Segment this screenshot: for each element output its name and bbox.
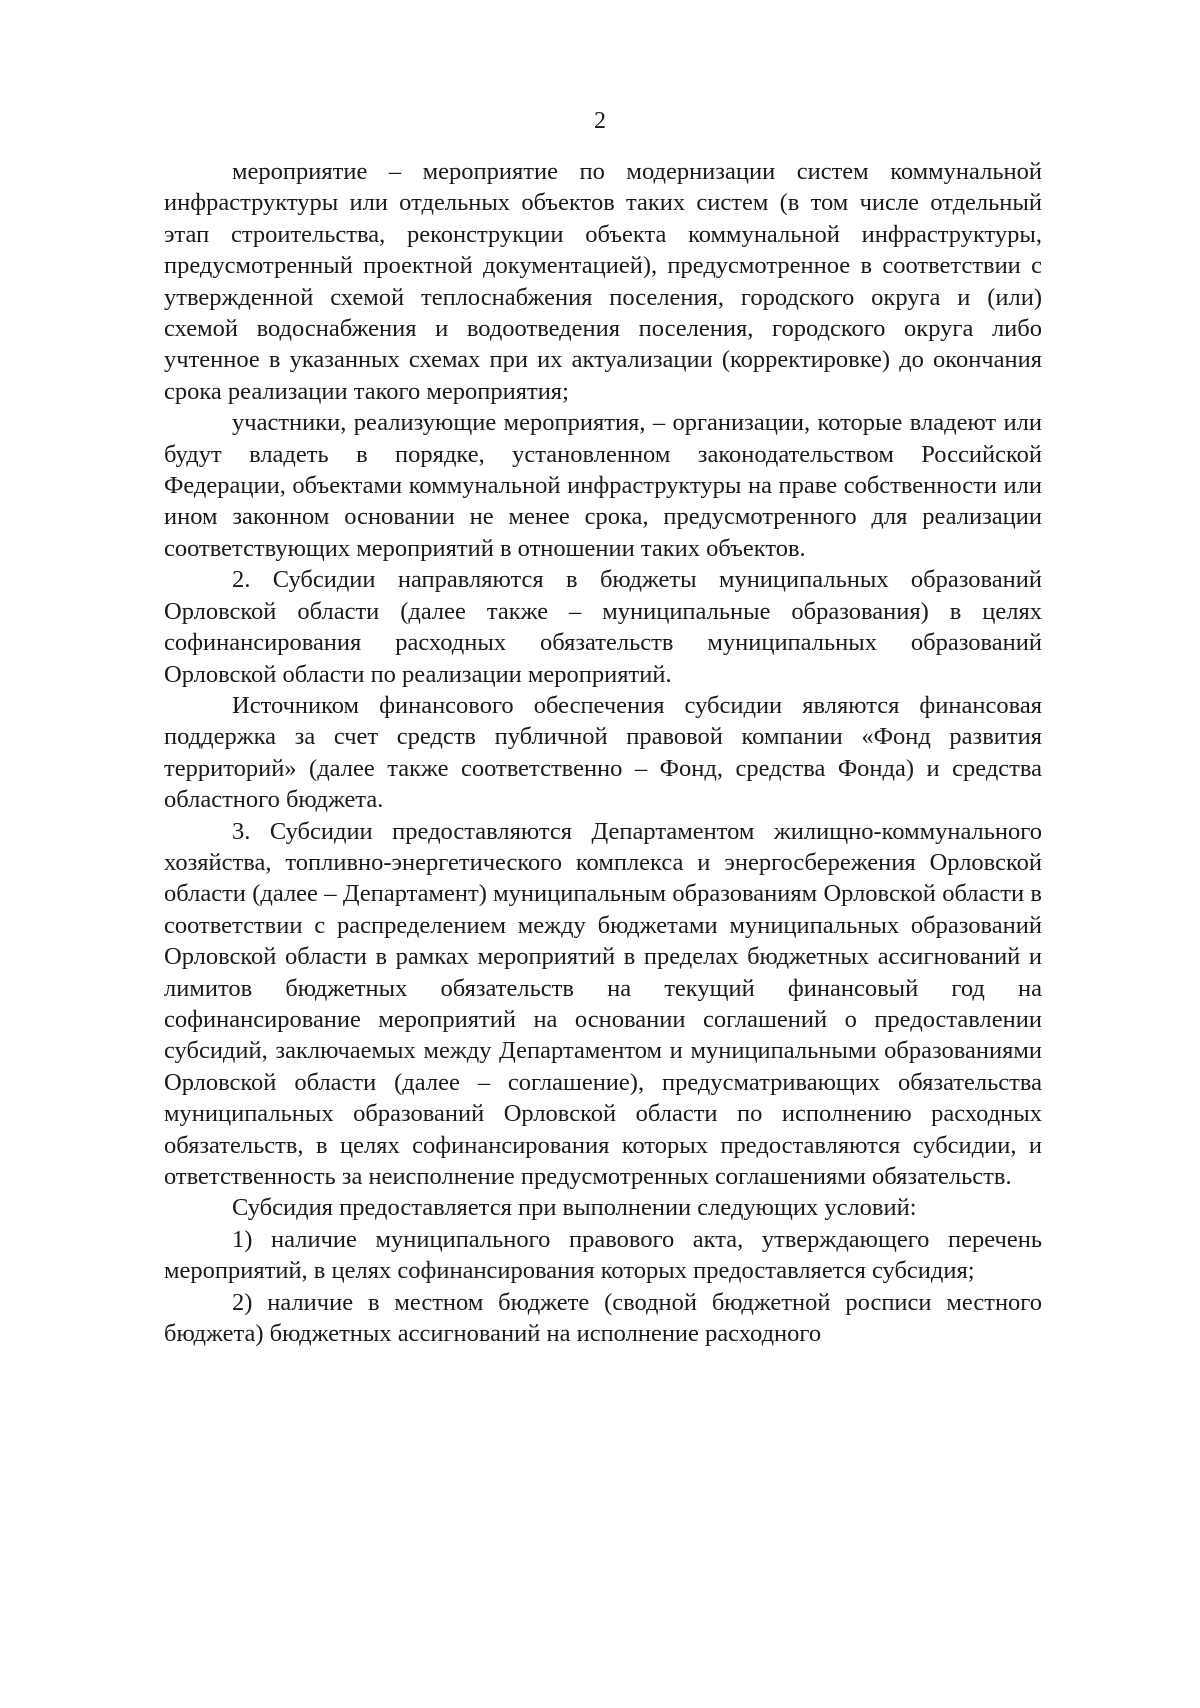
paragraph-condition-2: 2) наличие в местном бюджете (сводной бюджетной росписи местного бюджета) бюджетных ассигнований на исполнение расходного [164,1288,1042,1348]
document-body [164,156,1042,1349]
paragraph-clause-2: 2. Субсидии направляются в бюджеты муниципальных образований Орловской области (далее также – муниципальные образования) в целях софинансирования расходных обязательств муниципальных образований Орловской области по реализации мероприятий. [164,566,1042,688]
page-number: 2 [594,108,606,134]
paragraph-definition-measure: мероприятие – мероприятие по модернизации систем коммунальной инфраструктуры или отдельных объектов таких систем (в том числе отдельный этап строительства, реконструкции объекта коммунальной инфраструктуры, предусмотренный проектной документацией), предусмотренное в соответствии с утвержденной схемой теплоснабжения поселения, городского округа и (или) схемой водоснабжения и водоотведения поселения, городского округа либо учтенное в указанных схемах при их актуализации (корректировке) до окончания срока реализации такого мероприятия; [164,158,1042,405]
paragraph-definition-participants: участники, реализующие мероприятия, – организации, которые владеют или будут владеть в порядке, установленном законодательством Российской Федерации, объектами коммунальной инфраструктуры на праве собственности или ином законном основании не менее срока, предусмотренного для реализации соответствующих мероприятий в отношении таких объектов. [164,409,1042,562]
paragraph-conditions-intro: Субсидия предоставляется при выполнении следующих условий: [232,1194,917,1222]
paragraph-clause-3: 3. Субсидии предоставляются Департаментом жилищно-коммунального хозяйства, топливно-энергетического комплекса и энергосбережения Орловской области (далее – Департамент) муниципальным образованиям Орловской области в соответствии с распределением между бюджетами муниципальных образований Орловской области в рамках мероприятий в пределах бюджетных ассигнований и лимитов бюджетных обязательств на текущий финансовый год на софинансирование мероприятий на основании соглашений о предоставлении субсидий, заключаемых между Департаментом и муниципальными образованиями Орловской области (далее – соглашение), предусматривающих обязательства муниципальных образований Орловской области по исполнению расходных обязательств, в целях софинансирования которых предоставляются субсидии, и ответственность за неисполнение предусмотренных соглашениями обязательств. [164,817,1042,1190]
paragraph-condition-1: 1) наличие муниципального правового акта, утверждающего перечень мероприятий, в целях софинансирования которых предоставляется субсидия; [164,1225,1042,1285]
paragraph-funding-source: Источником финансового обеспечения субсидии являются финансовая поддержка за счет средств публичной правовой компании «Фонд развития территорий» (далее также соответственно – Фонд, средства Фонда) и средства областного бюджета. [164,691,1042,814]
